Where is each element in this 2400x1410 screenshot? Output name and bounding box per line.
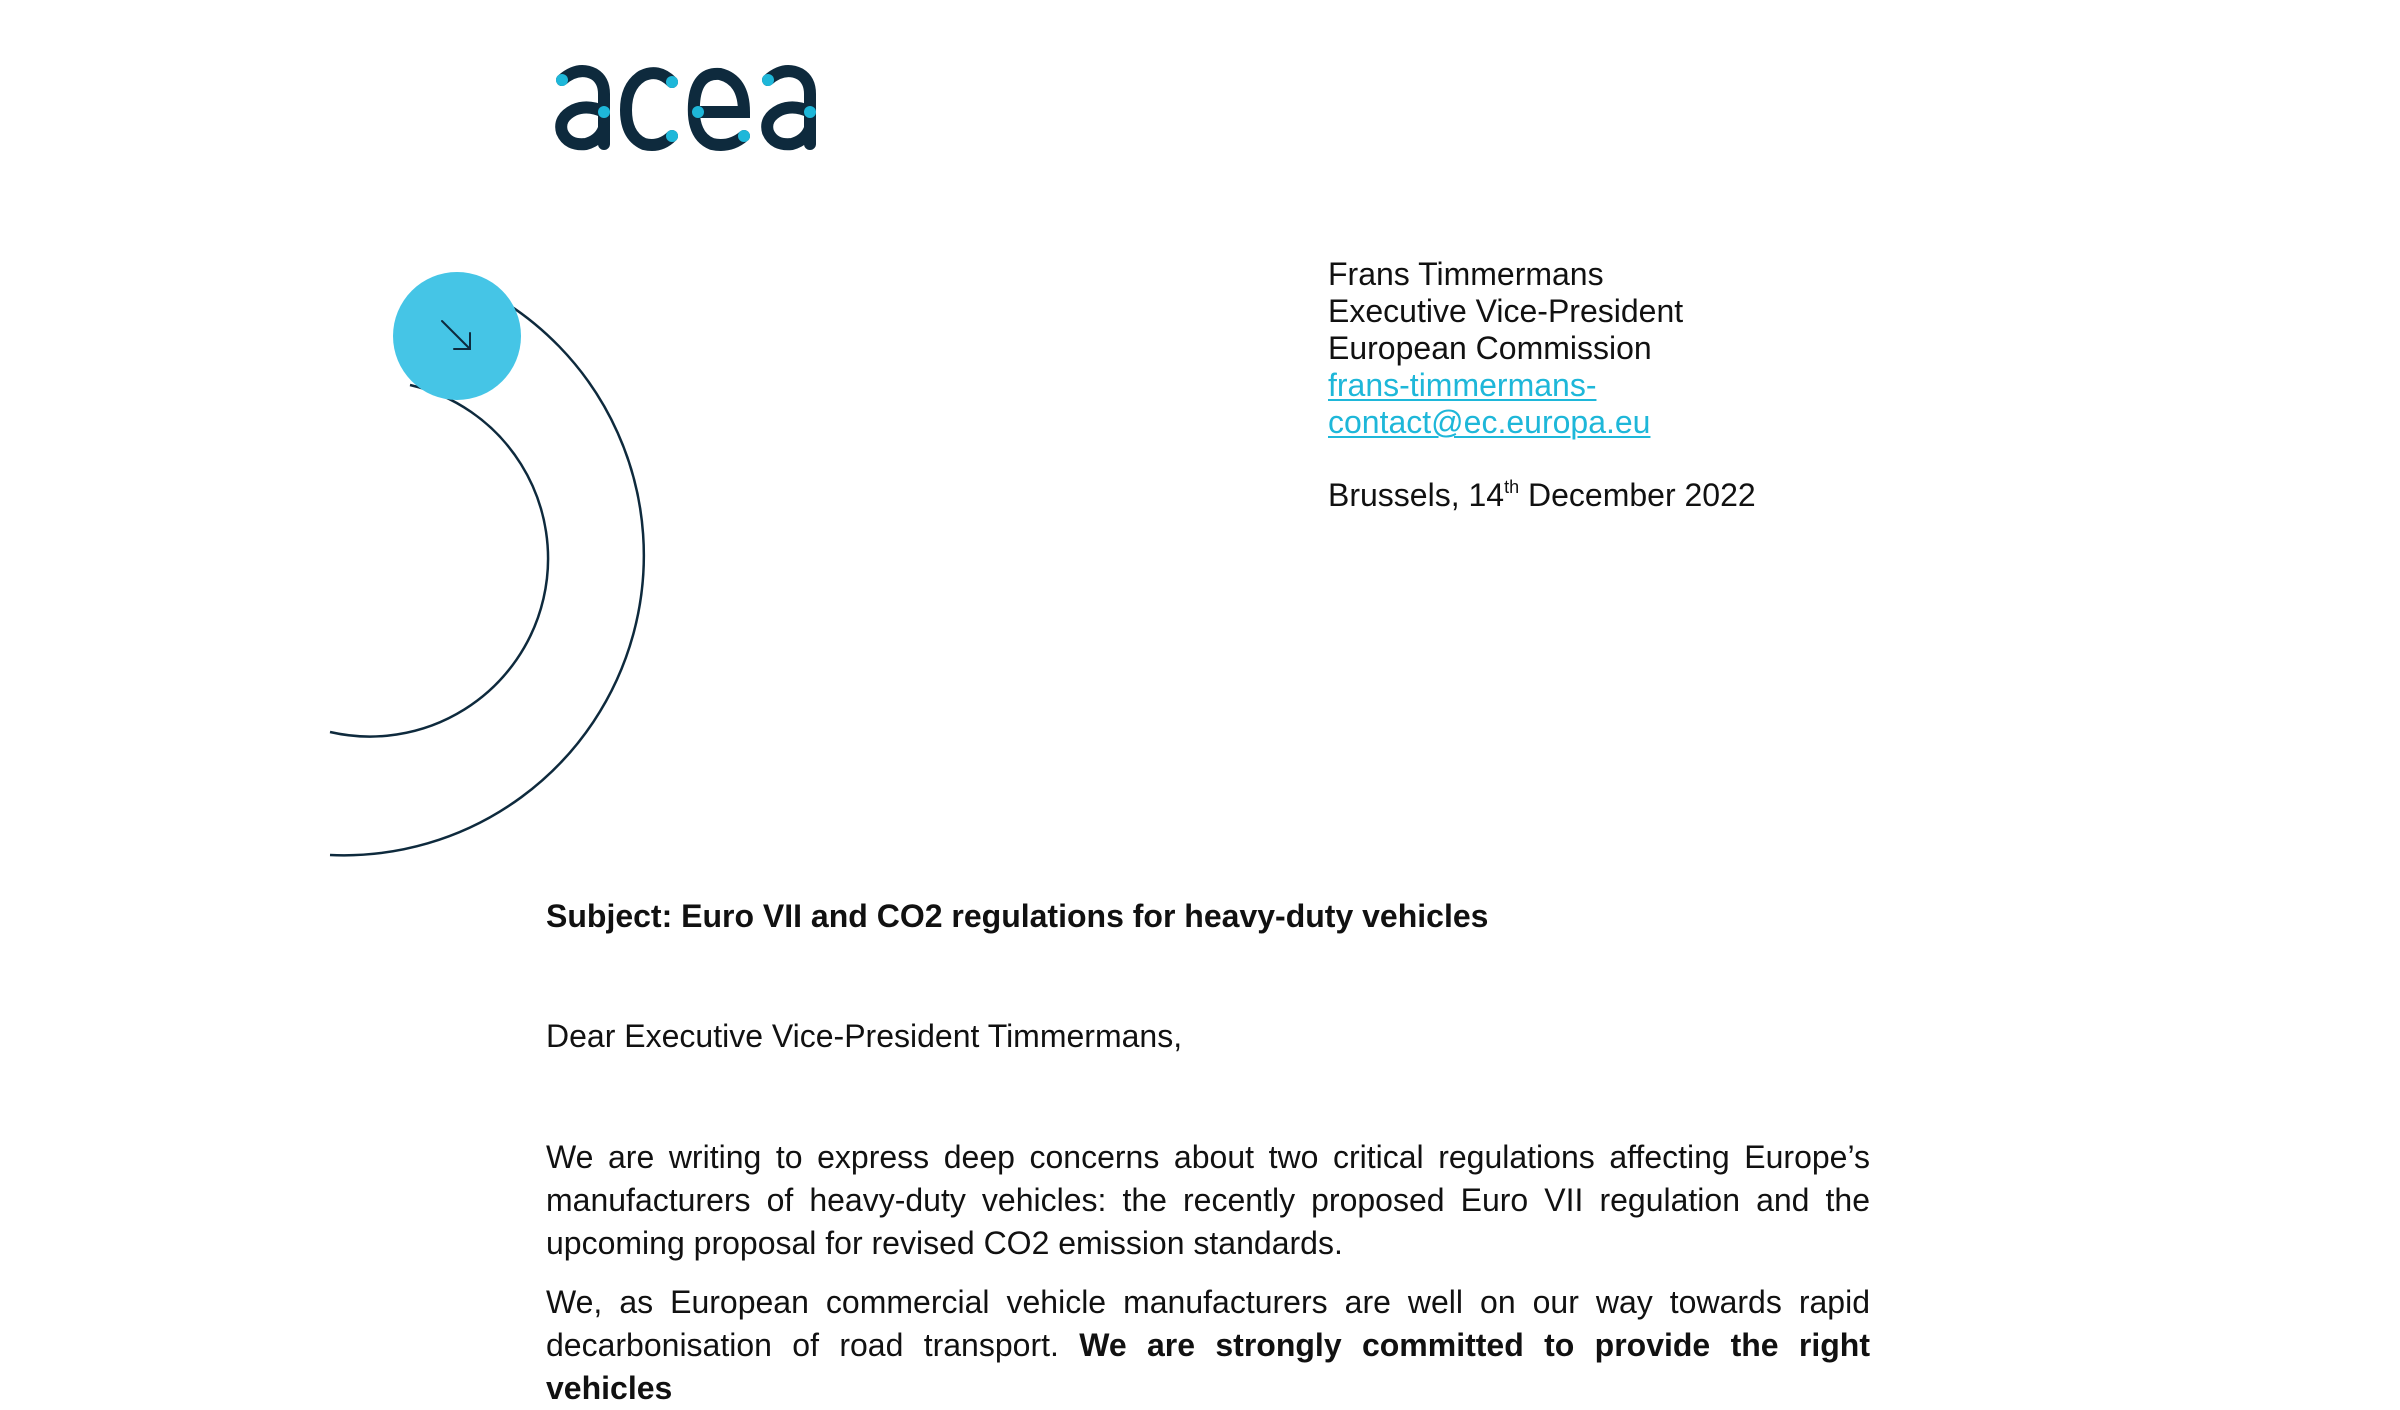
letter-date: [1328, 477, 1756, 514]
logo-dot: [738, 130, 750, 142]
recipient-email-line1[interactable]: [1328, 367, 1756, 404]
body-paragraph-1: We are writing to express deep concerns about two critical regulations affecting Europe’s manufacturers of heavy-duty vehicles: the recently proposed Euro VII regulation and the upcoming proposal for revised CO2 emission standards.: [546, 1139, 1870, 1261]
subject-line: Subject: Euro VII and CO2 regulations for heavy-duty vehicles: [546, 898, 1489, 934]
logo-dot: [666, 76, 678, 88]
logo-dot: [804, 106, 816, 118]
recipient-email-line2[interactable]: [1328, 404, 1756, 441]
logo-dot: [692, 106, 704, 118]
paragraph-2-bold-text: We are strongly committed to provide the right vehicles: [546, 1327, 1870, 1406]
logo-dot: [666, 130, 678, 142]
email-link-part2[interactable]: contact@ec.europa.eu: [1328, 404, 1651, 440]
date-rest: December 2022: [1519, 477, 1756, 513]
acea-logo: [548, 40, 848, 160]
inner-arc: [330, 385, 548, 737]
logo-dot: [598, 106, 610, 118]
email-link-part1[interactable]: frans-timmermans-: [1328, 367, 1597, 403]
recipient-organization: European Commission: [1328, 330, 1652, 366]
logo-dot: [556, 74, 568, 86]
salutation: Dear Executive Vice-President Timmermans,: [546, 1018, 1183, 1054]
body-paragraph-2: [546, 1281, 1870, 1410]
date-prefix: Brussels, 14: [1328, 477, 1505, 513]
paragraph-2-text: We, as European commercial vehicle manufacturers are well on our way towards rapid decarbonisation of road transport.: [546, 1284, 1870, 1363]
recipient-name: Frans Timmermans: [1328, 256, 1604, 292]
recipient-title: Executive Vice-President: [1328, 293, 1684, 329]
decorative-arc-graphic: [330, 260, 650, 860]
logo-dot: [762, 74, 774, 86]
recipient-block: [1328, 256, 1756, 514]
date-ordinal-suffix: th: [1504, 477, 1520, 497]
